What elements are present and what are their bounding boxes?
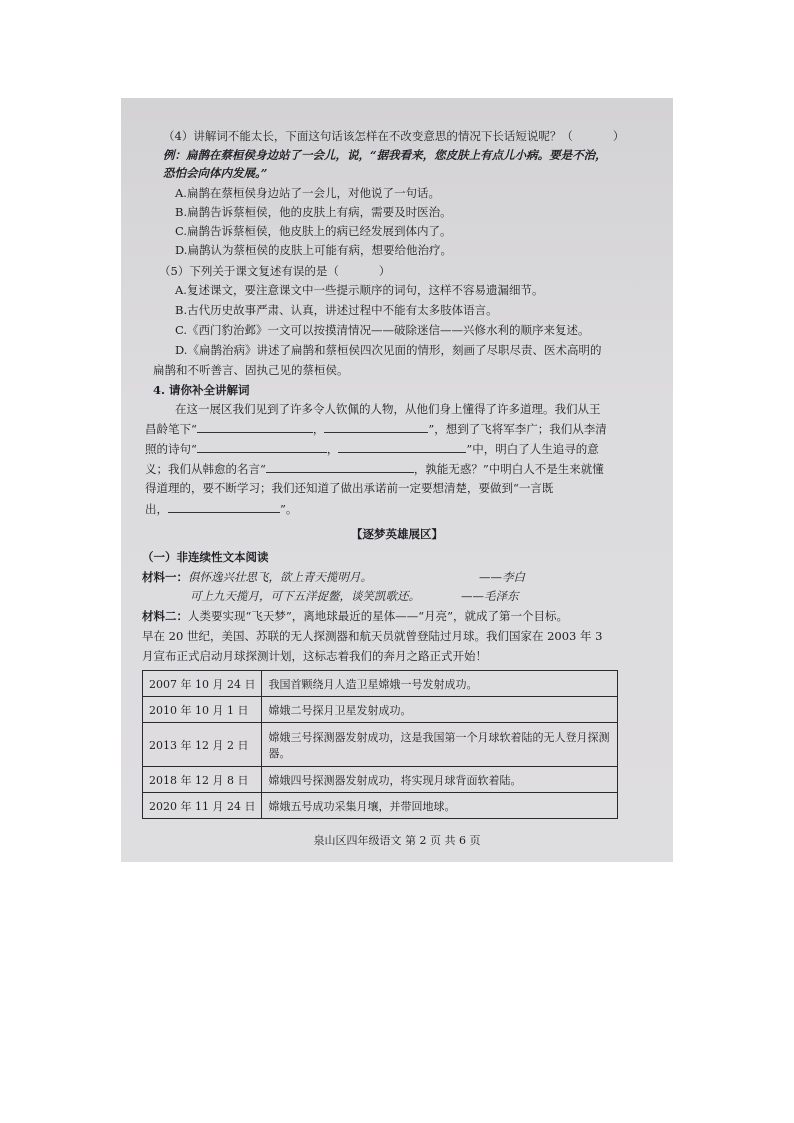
q4-option-d: D.扁鹊认为蔡桓侯的皮肤上可能有病，想要给他治疗。 <box>175 243 452 257</box>
timeline-event: 嫦娥三号探测器发射成功，这是我国第一个月球软着陆的无人登月探测器。 <box>262 723 618 767</box>
answer-blank[interactable] <box>197 440 327 453</box>
q5-option-d-line1: D.《扁鹊治病》讲述了扁鹊和蔡桓侯四次见面的情形，刻画了尽职尽责、医术高明的 <box>175 343 602 357</box>
material-1-line1: 材料一：俱怀逸兴壮思飞，欲上青天揽明月。 <box>142 570 372 584</box>
section4-line2: 昌龄笔下“ ， ”，想到了飞将军李广；我们从李清 <box>145 422 607 436</box>
timeline-event: 嫦娥四号探测器发射成功，将实现月球背面软着陆。 <box>262 767 618 793</box>
q5-option-c: C.《西门豹治邺》一文可以按摸清情况——破除迷信——兴修水利的顺序来复述。 <box>175 323 590 337</box>
answer-blank[interactable] <box>324 420 428 433</box>
q5-option-b: B.古代历史故事严肃、认真，讲述过程中不能有太多肢体语言。 <box>175 303 498 317</box>
table-row <box>143 793 618 819</box>
material-1-author1: ——李白 <box>479 570 525 584</box>
reading-heading: （一）非连续性文本阅读 <box>142 550 269 564</box>
material-2-line1: 材料二：人类要实现“飞天梦”，离地球最近的星体——“月亮”，就成了第一个目标。 <box>142 609 569 623</box>
timeline-date: 2007 年 10 月 24 日 <box>143 671 262 697</box>
q4-stem: （4）讲解词不能太长，下面这句话该怎样在不改变意思的情况下长话短说呢？（ ） <box>163 129 625 143</box>
q4-example-line2: 恐怕会向体内发展。” <box>163 166 268 180</box>
answer-blank[interactable] <box>168 500 280 513</box>
material-1-line2: 可上九天揽月，可下五洋捉鳖，谈笑凯歌还。 <box>190 589 420 603</box>
timeline-date: 2010 年 10 月 1 日 <box>143 697 262 723</box>
section4-line1: 在这一展区我们见到了许多令人钦佩的人物，从他们身上懂得了许多道理。我们从王 <box>175 402 601 416</box>
page-footer: 泉山区四年级语文 第 2 页 共 6 页 <box>313 834 481 847</box>
table-row <box>143 767 618 793</box>
zone-title: 【逐梦英雄展区】 <box>351 527 443 541</box>
answer-blank[interactable] <box>197 420 313 433</box>
table-row <box>143 723 618 767</box>
material-2-line2: 早在 20 世纪，美国、苏联的无人探测器和航天员就曾登陆过月球。我们国家在 2003 年 3 <box>142 629 603 643</box>
exam-page-photo <box>121 98 673 862</box>
section4-title: 4. 请你补全讲解词 <box>153 383 250 397</box>
q4-option-c: C.扁鹊告诉蔡桓侯，他皮肤上的病已经发展到体内了。 <box>175 224 452 238</box>
section4-line4: 义；我们从韩愈的名言“ ，孰能无惑？”中明白人不是生来就懂 <box>145 462 604 476</box>
q5-option-a: A.复述课文，要注意课文中一些提示顺序的词句，这样不容易遗漏细节。 <box>175 283 544 297</box>
material-1-author2: ——毛泽东 <box>461 589 519 603</box>
timeline-date: 2020 年 11 月 24 日 <box>143 793 262 819</box>
q4-example-line1: 例：扁鹊在蔡桓侯身边站了一会儿，说，“据我看来，您皮肤上有点儿小病。要是不治， <box>163 148 607 162</box>
q5-stem: （5）下列关于课文复述有误的是（ ） <box>159 264 391 278</box>
timeline-date: 2013 年 12 月 2 日 <box>143 723 262 767</box>
lunar-timeline-table <box>142 670 618 819</box>
timeline-event: 嫦娥五号成功采集月壤，并带回地球。 <box>262 793 618 819</box>
q5-option-d-line2: 扁鹊和不听善言、固执己见的蔡桓侯。 <box>153 363 349 377</box>
timeline-date: 2018 年 12 月 8 日 <box>143 767 262 793</box>
q4-option-b: B.扁鹊告诉蔡桓侯，他的皮肤上有病，需要及时医治。 <box>175 205 452 219</box>
answer-blank[interactable] <box>338 440 466 453</box>
material-2-line3: 月宣布正式启动月球探测计划，这标志着我们的奔月之路正式开始！ <box>142 649 487 663</box>
table-row <box>143 671 618 697</box>
q4-option-a: A.扁鹊在蔡桓侯身边站了一会儿，对他说了一句话。 <box>175 186 440 200</box>
table-row <box>143 697 618 723</box>
timeline-event: 我国首颗绕月人造卫星嫦娥一号发射成功。 <box>262 671 618 697</box>
timeline-event: 嫦娥二号探月卫星发射成功。 <box>262 697 618 723</box>
section4-line6: 出， ”。 <box>145 502 298 516</box>
section4-line5: 得道理的，要不断学习；我们还知道了做出承诺前一定要想清楚，要做到“一言既 <box>145 481 554 495</box>
answer-blank[interactable] <box>266 460 414 473</box>
section4-line3: 照的诗句“ ， ”中，明白了人生追寻的意 <box>145 442 599 456</box>
